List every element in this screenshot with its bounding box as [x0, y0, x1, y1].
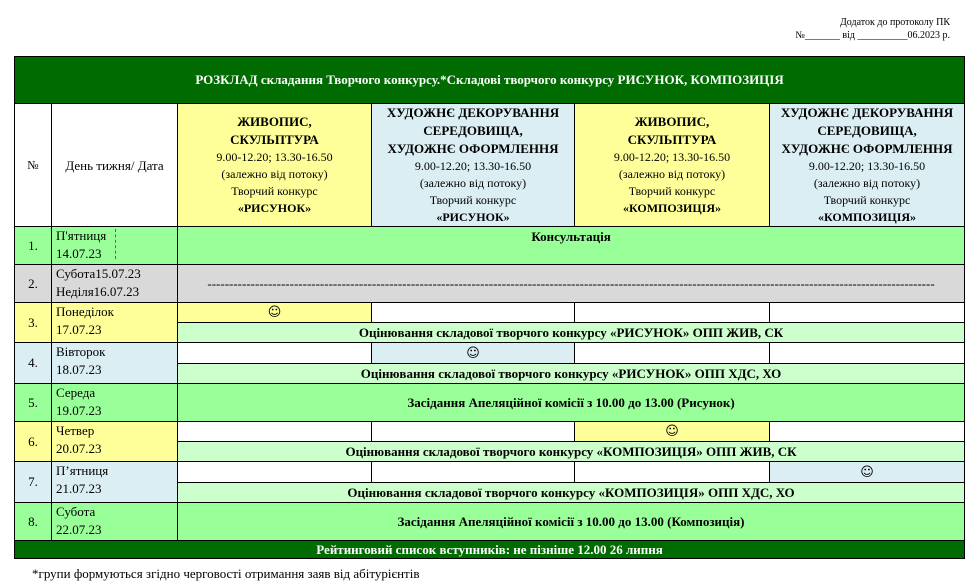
row-event: Оцінювання складової творчого конкурсу «КОМПОЗИЦІЯ» ОПП ЖИВ, СК: [178, 442, 965, 462]
row-number: 2.: [15, 265, 52, 303]
row-event: Оцінювання складової творчого конкурсу «КОМПОЗИЦІЯ» ОПП ХДС, ХО: [178, 483, 965, 503]
table-row: [15, 462, 965, 483]
header-col-design-composition: ХУДОЖНЄ ДЕКОРУВАННЯ СЕРЕДОВИЩА, ХУДОЖНЄ ОФОРМЛЕННЯ 9.00-12.20; 13.30-16.50 (залежно від потоку) Творчий конкурс «КОМПОЗИЦІЯ»: [770, 104, 965, 227]
table-row: [15, 343, 965, 364]
row-number: 4.: [15, 343, 52, 384]
table-row: [15, 227, 965, 265]
row-event: Оцінювання складової творчого конкурсу «РИСУНОК» ОПП ЖИВ, СК: [178, 323, 965, 343]
header-day: День тижня/ Дата: [52, 104, 178, 227]
row-date: П’ятниця 21.07.23: [52, 462, 178, 503]
row-number: 6.: [15, 422, 52, 462]
row-date: Четвер 20.07.23: [52, 422, 178, 462]
row-date: Середа 19.07.23: [52, 384, 178, 422]
rating-deadline: Рейтинговий список вступників: не пізніше 12.00 26 липня: [15, 541, 965, 559]
cell-cursor-marker: [115, 229, 116, 259]
row-event: Засідання Апеляційної комісії з 10.00 до 13.00 (Рисунок): [178, 384, 965, 422]
row-event: Засідання Апеляційної комісії з 10.00 до 13.00 (Композиція): [178, 503, 965, 541]
table-row: [15, 384, 965, 422]
row-event-empty: ------------------------------------------------------------------------------------------------------------------------------------------------------------------------: [178, 265, 965, 303]
header-row: [15, 104, 965, 227]
row-number: 7.: [15, 462, 52, 503]
row-number: 5.: [15, 384, 52, 422]
table-row: [15, 303, 965, 323]
row-number: 1.: [15, 227, 52, 265]
row-event: Оцінювання складової творчого конкурсу «РИСУНОК» ОПП ХДС, ХО: [178, 364, 965, 384]
footnote: *групи формуються згідно черговості отримання заяв від абітурієнтів: [32, 566, 420, 581]
row-number: 8.: [15, 503, 52, 541]
header-col-painting-composition: ЖИВОПИС, СКУЛЬПТУРА 9.00-12.20; 13.30-16.50 (залежно від потоку) Творчий конкурс «КОМПОЗИЦІЯ»: [575, 104, 770, 227]
annex-title: Додаток до протоколу ПК: [839, 17, 950, 28]
protocol-annex: [795, 16, 950, 42]
header-num: №: [15, 104, 52, 227]
header-col-painting-drawing: ЖИВОПИС, СКУЛЬПТУРА 9.00-12.20; 13.30-16.50 (залежно від потоку) Творчий конкурс «РИСУНОК»: [178, 104, 372, 227]
schedule-table: [14, 56, 965, 559]
row-number: 3.: [15, 303, 52, 343]
smiley-icon: ☺: [372, 343, 575, 364]
row-date: Вівторок 18.07.23: [52, 343, 178, 384]
annex-number-line: №_______ від __________06.2023 р.: [795, 30, 950, 41]
smiley-icon: ☺: [178, 303, 372, 323]
schedule-title: РОЗКЛАД складання Творчого конкурсу.*Складові творчого конкурсу РИСУНОК, КОМПОЗИЦІЯ: [15, 57, 965, 104]
table-row: [15, 265, 965, 303]
row-date: Субота 22.07.23: [52, 503, 178, 541]
smiley-icon: ☺: [575, 422, 770, 442]
row-date: Понеділок 17.07.23: [52, 303, 178, 343]
row-date: П'ятниця 14.07.23: [52, 227, 178, 265]
row-event: Консультація: [178, 227, 965, 265]
table-row: [15, 503, 965, 541]
row-date: Субота15.07.23 Неділя16.07.23: [52, 265, 178, 303]
smiley-icon: ☺: [770, 462, 965, 483]
header-col-design-drawing: ХУДОЖНЄ ДЕКОРУВАННЯ СЕРЕДОВИЩА, ХУДОЖНЄ ОФОРМЛЕННЯ 9.00-12.20; 13.30-16.50 (залежно від потоку) Творчий конкурс «РИСУНОК»: [372, 104, 575, 227]
table-row: [15, 422, 965, 442]
